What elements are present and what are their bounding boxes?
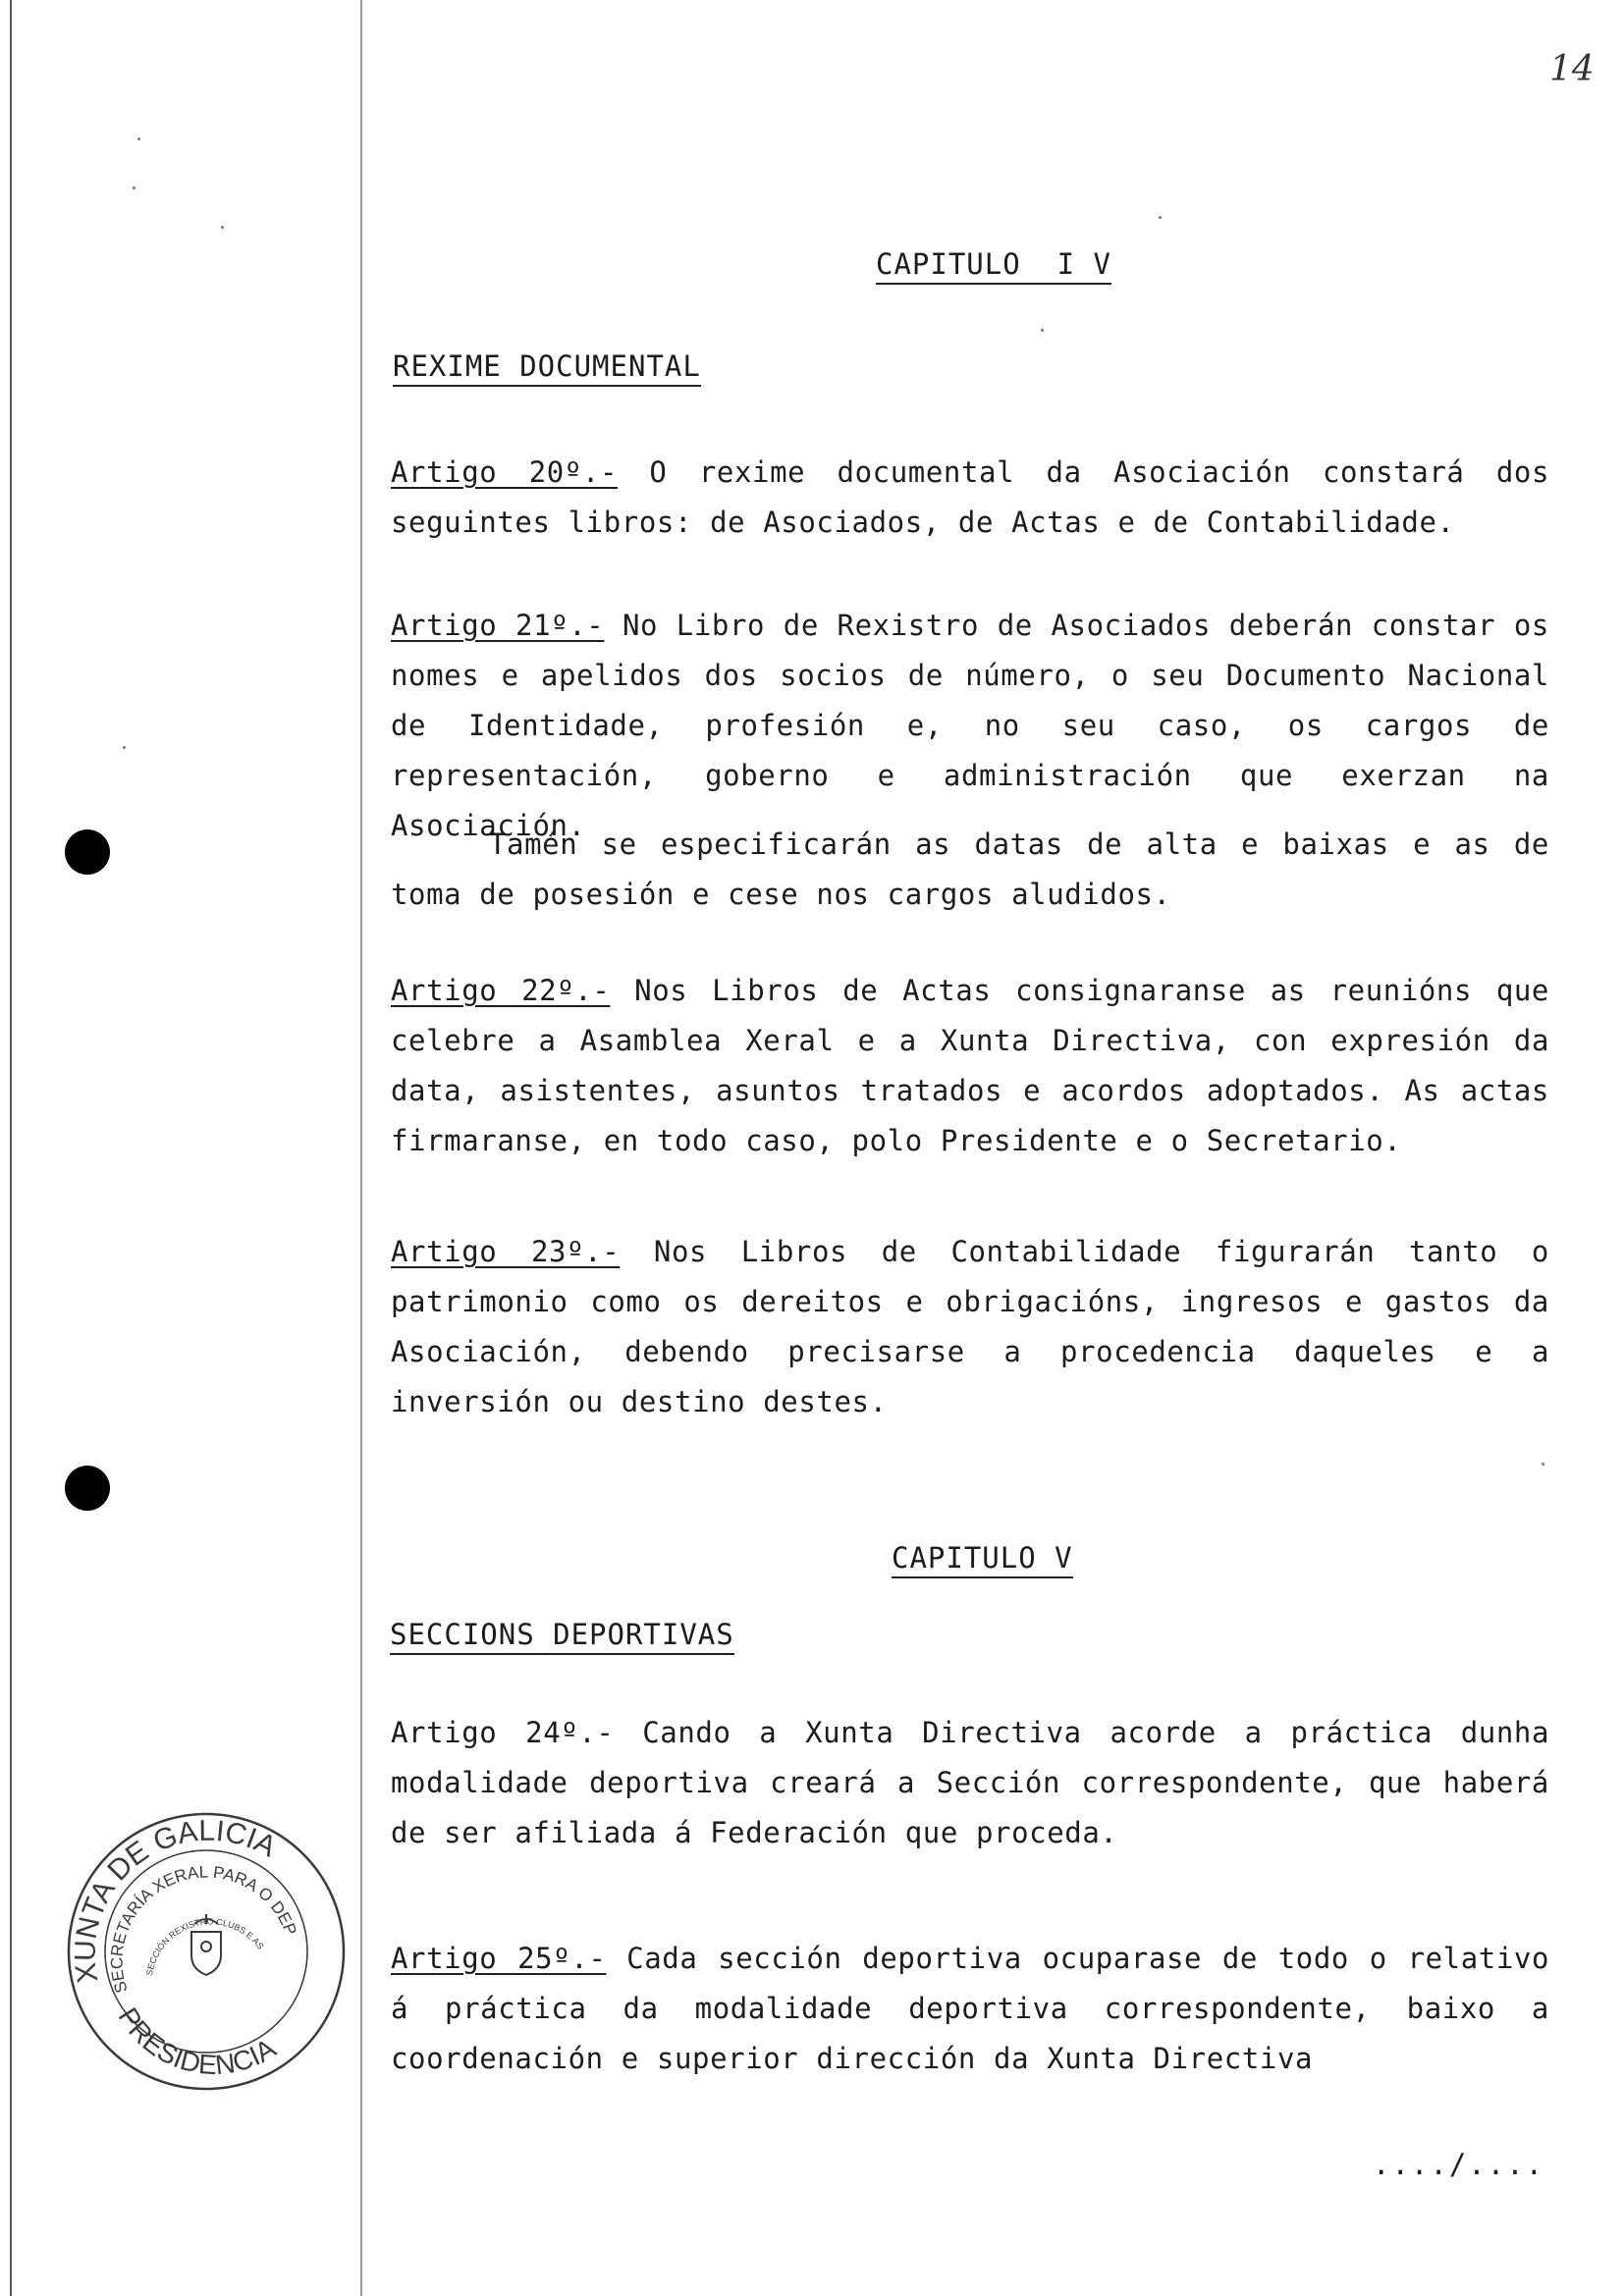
chapter-title: CAPITULO I V [876,247,1111,285]
article-paragraph [391,820,1549,920]
svg-text:PRESIDENCIA [113,2002,282,2080]
article-paragraph [391,448,1549,548]
article-text: Tamén se especificarán as datas de alta e baixas e as de toma de posesión e cese nos cargos aludidos. [391,828,1549,911]
article-heading: Artigo 23º.- [391,1235,621,1268]
article-text: O rexime documental da Asociación constará dos seguintes libros: de Asociados, de Actas e de Contabilidade. [391,455,1549,539]
article-paragraph [391,966,1549,1166]
page-number: 14 [1549,49,1595,89]
section-heading: SECCIONS DEPORTIVAS [390,1618,734,1655]
stamp-inner-text: SECRETARÍA XERAL PARA O DEP [107,1862,300,1996]
article-paragraph [391,1227,1549,1427]
punch-hole [65,1466,110,1511]
article-heading: Artigo 20º.- [391,455,619,489]
article-heading: Artigo 24º.- [391,1716,615,1749]
punch-hole [65,829,110,875]
stamp-outer-text: XUNTA DE GALICIA [69,1814,282,1986]
article-text: Cando a Xunta Directiva acorde a práctica dunha modalidade deportiva creará a Sección correspondente, que haberá de ser afiliada á Federación que proceda. [391,1716,1550,1849]
coat-of-arms-icon [191,1914,221,1975]
svg-text:XUNTA DE GALICIA [69,1815,281,1986]
article-heading: Artigo 25º.- [391,1942,607,1975]
seal-icon [59,1804,353,2099]
article-text: No Libro de Rexistro de Asociados deberán constar os nomes e apelidos dos socios de número, o seu Documento Nacional de Identidade, profesión e, no seu caso, os cargos de representación, goberno e administración que exerzan na Asociación. [391,609,1549,842]
article-text: Nos Libros de Contabilidade figurarán tanto o patrimonio como os dereitos e obrigacións, ingresos e gastos da Asociación, debendo precisarse a procedencia daqueles e a inversión ou destino destes. [391,1235,1549,1418]
article-paragraph [391,1708,1549,1858]
article-heading: Artigo 21º.- [391,609,605,642]
scan-edge-line [10,0,12,2296]
stamp-registry-text: SECCIÓN REXISTRO CLUBS E AS [144,1916,266,1977]
margin-line [360,0,362,2296]
article-text: Nos Libros de Actas consignaranse as reunións que celebre a Asamblea Xeral e a Xunta Directiva, con expresión da data, asistentes, asuntos tratados e acordos adoptados. As actas firmaranse, en todo caso, polo Presidente e o Secretario. [391,974,1549,1157]
stamp-bottom-text: PRESIDENCIA [112,2002,282,2081]
article-heading: Artigo 22º.- [391,974,611,1007]
article-text: Cada sección deportiva ocuparase de todo o relativo á práctica da modalidade deportiva correspondente, baixo a coordenación e superior dirección da Xunta Directiva [391,1942,1549,2075]
article-paragraph [391,601,1549,851]
section-heading: REXIME DOCUMENTAL [393,349,701,387]
article-paragraph [391,1934,1549,2084]
continuation-marker: ..../.... [1373,2148,1545,2181]
chapter-title: CAPITULO V [892,1541,1073,1578]
official-seal-stamp [59,1804,353,2099]
